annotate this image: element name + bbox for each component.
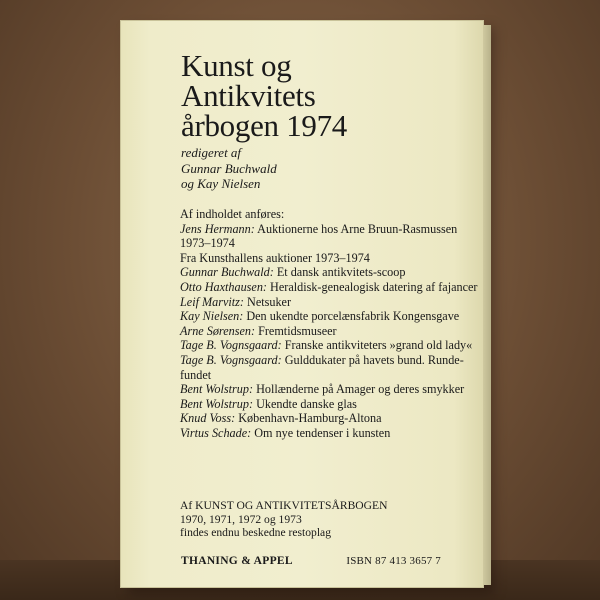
- entry-author: Virtus Schade:: [180, 425, 252, 440]
- list-item: [180, 309, 480, 324]
- title-line: Antikvitets: [181, 78, 316, 113]
- book-title: [181, 48, 347, 143]
- book-page-edge: [483, 25, 491, 585]
- list-item: [180, 382, 480, 397]
- entry-author: Tage B. Vognsgaard:: [180, 352, 282, 367]
- editor-line: redigeret af: [181, 145, 242, 160]
- list-item: [180, 411, 480, 426]
- editor-line: Gunnar Buchwald: [181, 160, 277, 176]
- entry-title: Gulddukater på havets bund. Runde-fundet: [180, 352, 464, 382]
- entry-title: Den ukendte porcelænsfabrik Kongensgave: [243, 309, 460, 324]
- entry-title: Om nye tendenser i kunsten: [251, 425, 391, 440]
- list-item: [180, 251, 480, 266]
- entry-title: Auktionerne hos Arne Bruun-Rasmussen 1973–1974: [180, 221, 458, 251]
- entry-title: Hollænderne på Amager og deres smykker: [253, 382, 465, 397]
- entry-author: Tage B. Vognsgaard:: [180, 338, 282, 353]
- book-back-cover: [120, 20, 484, 588]
- entry-author: Arne Sørensen:: [180, 323, 256, 338]
- list-item: [180, 265, 480, 280]
- entry-author: Otto Haxthausen:: [180, 279, 267, 294]
- list-item: [180, 338, 480, 353]
- entry-author: Gunnar Buchwald:: [180, 265, 274, 280]
- entry-title: Fremtidsmuseer: [255, 323, 337, 338]
- publisher-name: THANING & APPEL: [181, 555, 293, 567]
- list-item: [180, 397, 480, 412]
- note-line: Af KUNST OG ANTIKVITETSÅRBOGEN: [180, 499, 388, 512]
- list-item: [180, 280, 480, 295]
- entry-title: København-Hamburg-Altona: [235, 411, 382, 426]
- list-item: [180, 426, 480, 441]
- entry-author: Bent Wolstrup:: [180, 396, 254, 411]
- entry-author: Leif Marvitz:: [180, 294, 244, 309]
- note-line: findes endnu beskedne restoplag: [180, 526, 331, 540]
- list-item: [180, 324, 480, 339]
- entry-author: Kay Nielsen:: [180, 309, 244, 324]
- contents-list: [180, 207, 480, 441]
- editor-line: og Kay Nielsen: [181, 176, 261, 191]
- entry-title: Netsuker: [243, 294, 292, 309]
- entry-title: Ukendte danske glas: [253, 396, 357, 411]
- list-item: [180, 222, 480, 251]
- back-issues-note: [180, 499, 388, 540]
- entry-author: Bent Wolstrup:: [180, 382, 254, 397]
- note-line: 1970, 1971, 1972 og 1973: [180, 512, 302, 526]
- list-item: [180, 353, 480, 382]
- contents-intro: Af indholdet anføres:: [180, 207, 285, 221]
- entry-title: Et dansk antikvitets-scoop: [273, 265, 406, 280]
- entry-author: Knud Voss:: [180, 411, 236, 426]
- isbn-number: ISBN 87 413 3657 7: [346, 555, 441, 567]
- entry-title: Fra Kunsthallens auktioner 1973–1974: [180, 250, 370, 265]
- title-line: årbogen 1974: [181, 108, 347, 143]
- cover-text: [121, 21, 483, 587]
- entry-title: Franske antikviteters »grand old lady«: [281, 338, 473, 353]
- editor-credit: [181, 145, 277, 192]
- title-line: Kunst og: [181, 48, 292, 83]
- entry-author: Jens Hermann:: [180, 221, 255, 236]
- entry-title: Heraldisk-genealogisk datering af fajancer: [267, 279, 478, 294]
- list-item: [180, 295, 480, 310]
